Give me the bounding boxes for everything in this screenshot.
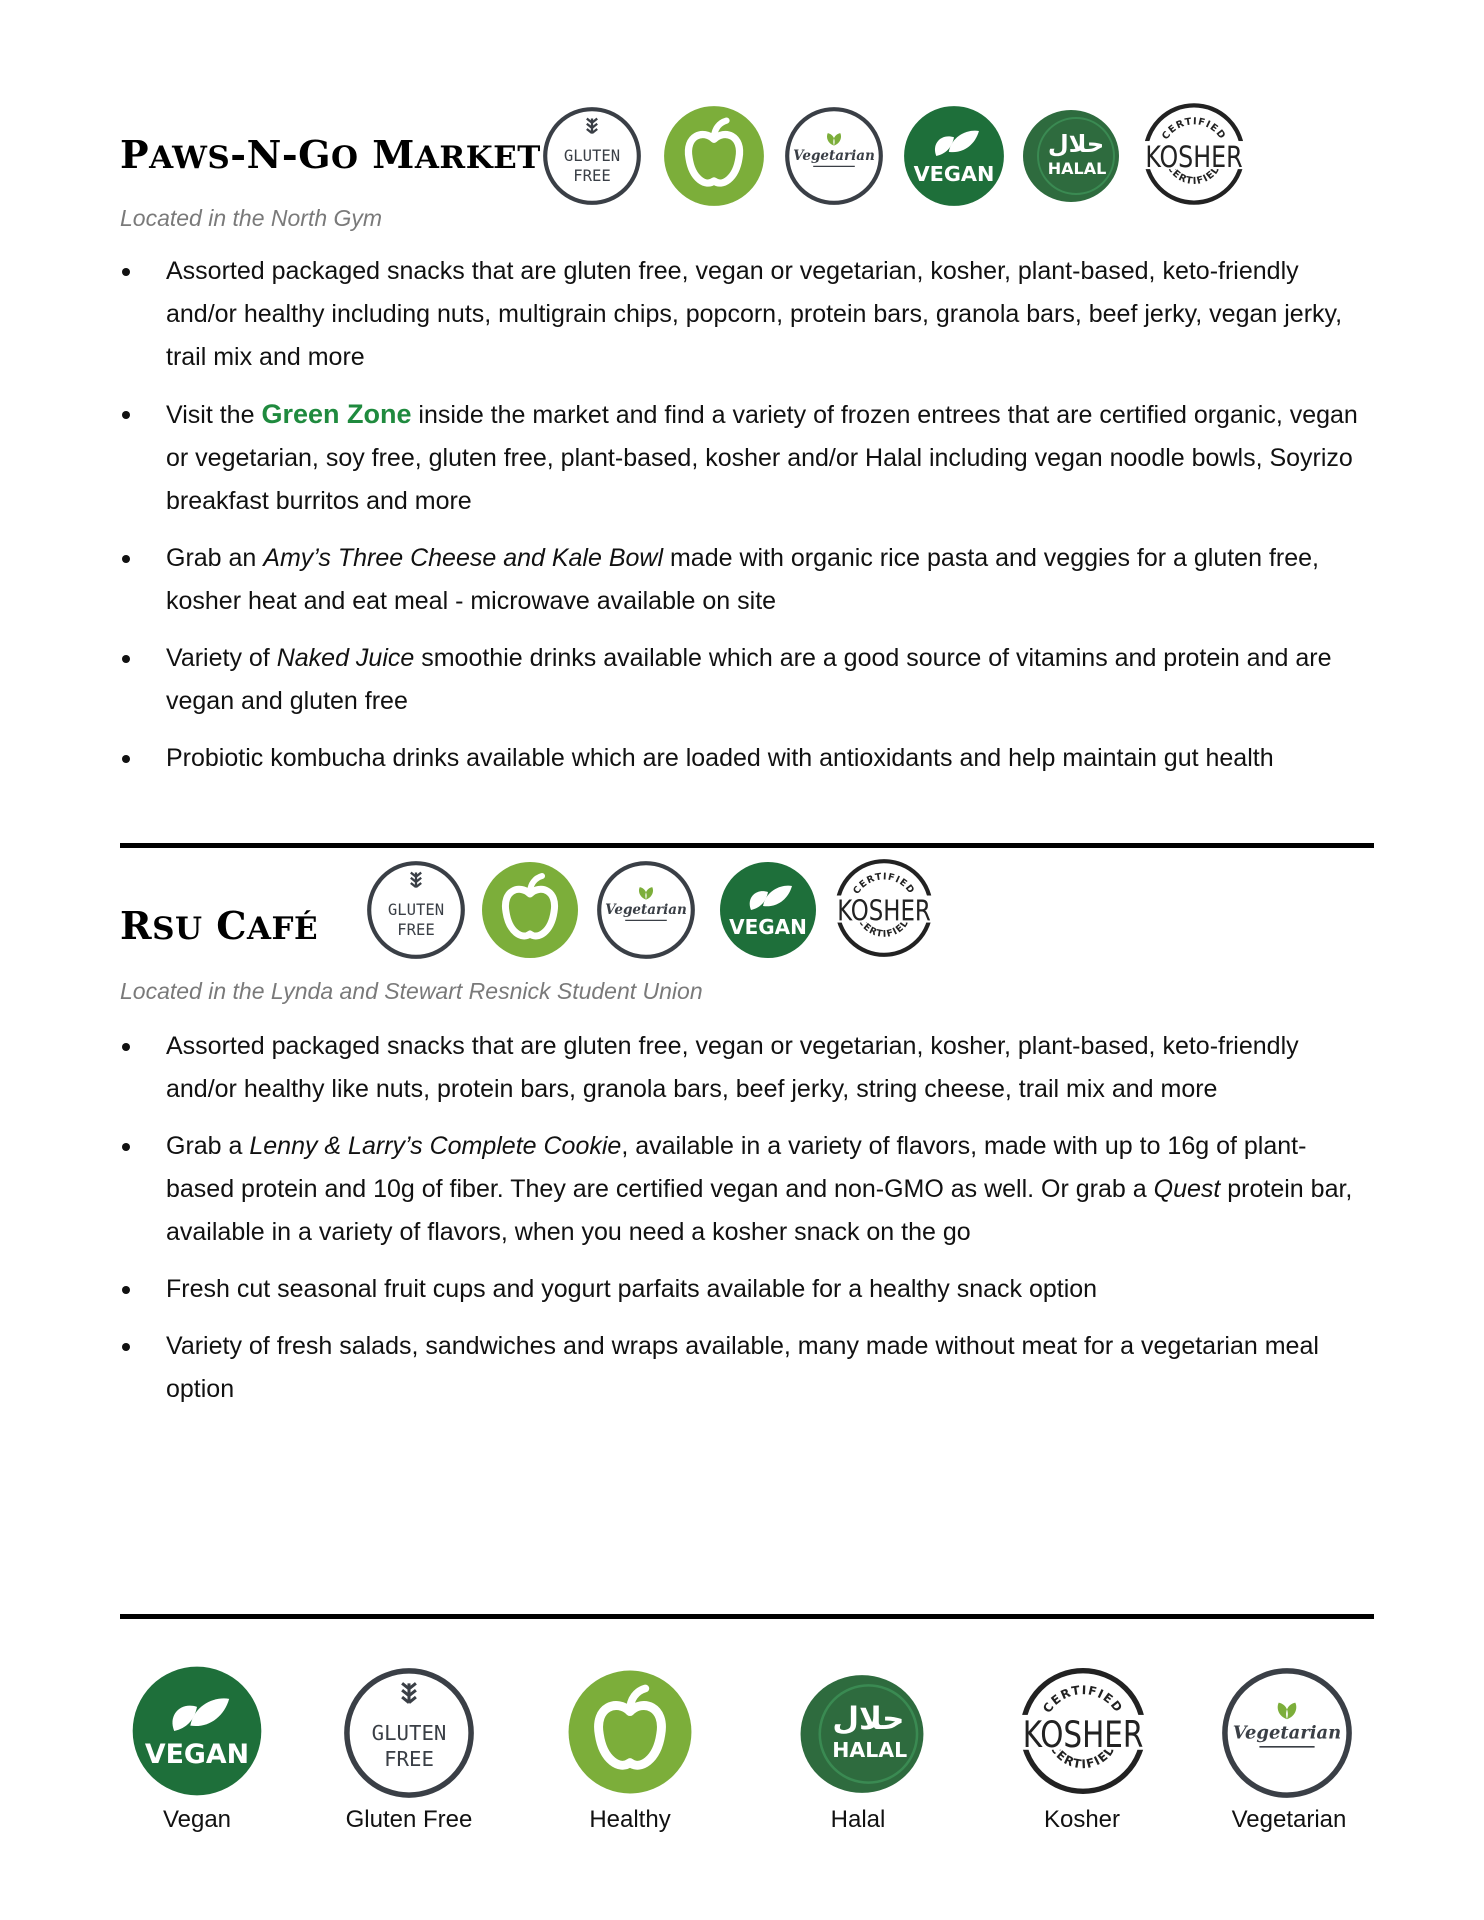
legend-label-gluten-free: Gluten Free bbox=[345, 1806, 473, 1833]
rsu-bullet-list bbox=[122, 1025, 1372, 1425]
healthy-apple-icon bbox=[662, 104, 766, 208]
kosher-icon bbox=[1140, 100, 1248, 208]
list-item: Assorted packaged snacks that are gluten free, vegan or vegetarian, kosher, plant-based, keto-friendly and/or healthy including nuts, multigrain chips, popcorn, protein bars, granola bars, beef jerky, vegan jerky, trail mix and more bbox=[122, 250, 1372, 379]
list-item: Assorted packaged snacks that are gluten free, vegan or vegetarian, kosher, plant-based, keto-friendly and/or healthy like nuts, protein bars, granola bars, beef jerky, string cheese, trail mix and more bbox=[122, 1025, 1372, 1111]
vegetarian-icon bbox=[1218, 1664, 1356, 1802]
legend-label-healthy: Healthy bbox=[589, 1806, 671, 1833]
legend-label-kosher: Kosher bbox=[1043, 1806, 1121, 1833]
vegetarian-icon bbox=[782, 104, 886, 208]
vegan-icon bbox=[902, 104, 1006, 208]
section-divider bbox=[120, 1614, 1374, 1619]
list-item: Variety of fresh salads, sandwiches and wraps available, many made without meat for a vegetarian meal option bbox=[122, 1325, 1372, 1411]
paws-title: PAWS-N-GO MARKET bbox=[120, 132, 541, 177]
paws-bullet-list bbox=[122, 250, 1372, 794]
list-item: Grab a Lenny & Larry’s Complete Cookie, available in a variety of flavors, made with up to 16g of plant-based protein and 10g of fiber. They are certified vegan and non-GMO as well. Or grab a Quest protein bar, available in a variety of flavors, when you need a kosher snack on the go bbox=[122, 1125, 1372, 1254]
legend-label-vegetarian: Vegetarian bbox=[1231, 1806, 1347, 1833]
legend-label-halal: Halal bbox=[830, 1806, 886, 1833]
list-item: Probiotic kombucha drinks available which are loaded with antioxidants and help maintain gut health bbox=[122, 737, 1372, 780]
gluten-free-icon bbox=[340, 1664, 478, 1802]
legend-label-vegan: Vegan bbox=[162, 1806, 232, 1833]
vegan-icon bbox=[130, 1664, 264, 1798]
kosher-icon bbox=[832, 856, 936, 960]
paws-location: Located in the North Gym bbox=[120, 205, 383, 231]
healthy-apple-icon bbox=[566, 1668, 694, 1796]
halal-icon bbox=[790, 1670, 934, 1798]
gluten-free-icon bbox=[540, 104, 644, 208]
rsu-title: RSU CAFÉ bbox=[120, 903, 319, 948]
halal-icon bbox=[1016, 106, 1126, 206]
vegetarian-icon bbox=[594, 858, 698, 962]
section-divider bbox=[120, 843, 1374, 848]
list-item: Visit the Green Zone inside the market and find a variety of frozen entrees that are certified organic, vegan or vegetarian, soy free, gluten free, plant-based, kosher and/or Halal including vegan noodle bowls, Soyrizo breakfast burritos and more bbox=[122, 393, 1372, 523]
rsu-location: Located in the Lynda and Stewart Resnick Student Union bbox=[120, 978, 703, 1004]
healthy-apple-icon bbox=[480, 860, 580, 960]
gluten-free-icon bbox=[364, 858, 468, 962]
list-item: Grab an Amy’s Three Cheese and Kale Bowl made with organic rice pasta and veggies for a gluten free, kosher heat and eat meal - microwave available on site bbox=[122, 537, 1372, 623]
list-item: Fresh cut seasonal fruit cups and yogurt parfaits available for a healthy snack option bbox=[122, 1268, 1372, 1311]
vegan-icon bbox=[718, 860, 818, 960]
list-item: Variety of Naked Juice smoothie drinks available which are a good source of vitamins and protein and are vegan and gluten free bbox=[122, 637, 1372, 723]
green-zone-highlight: Green Zone bbox=[261, 399, 412, 429]
kosher-icon bbox=[1016, 1664, 1150, 1798]
